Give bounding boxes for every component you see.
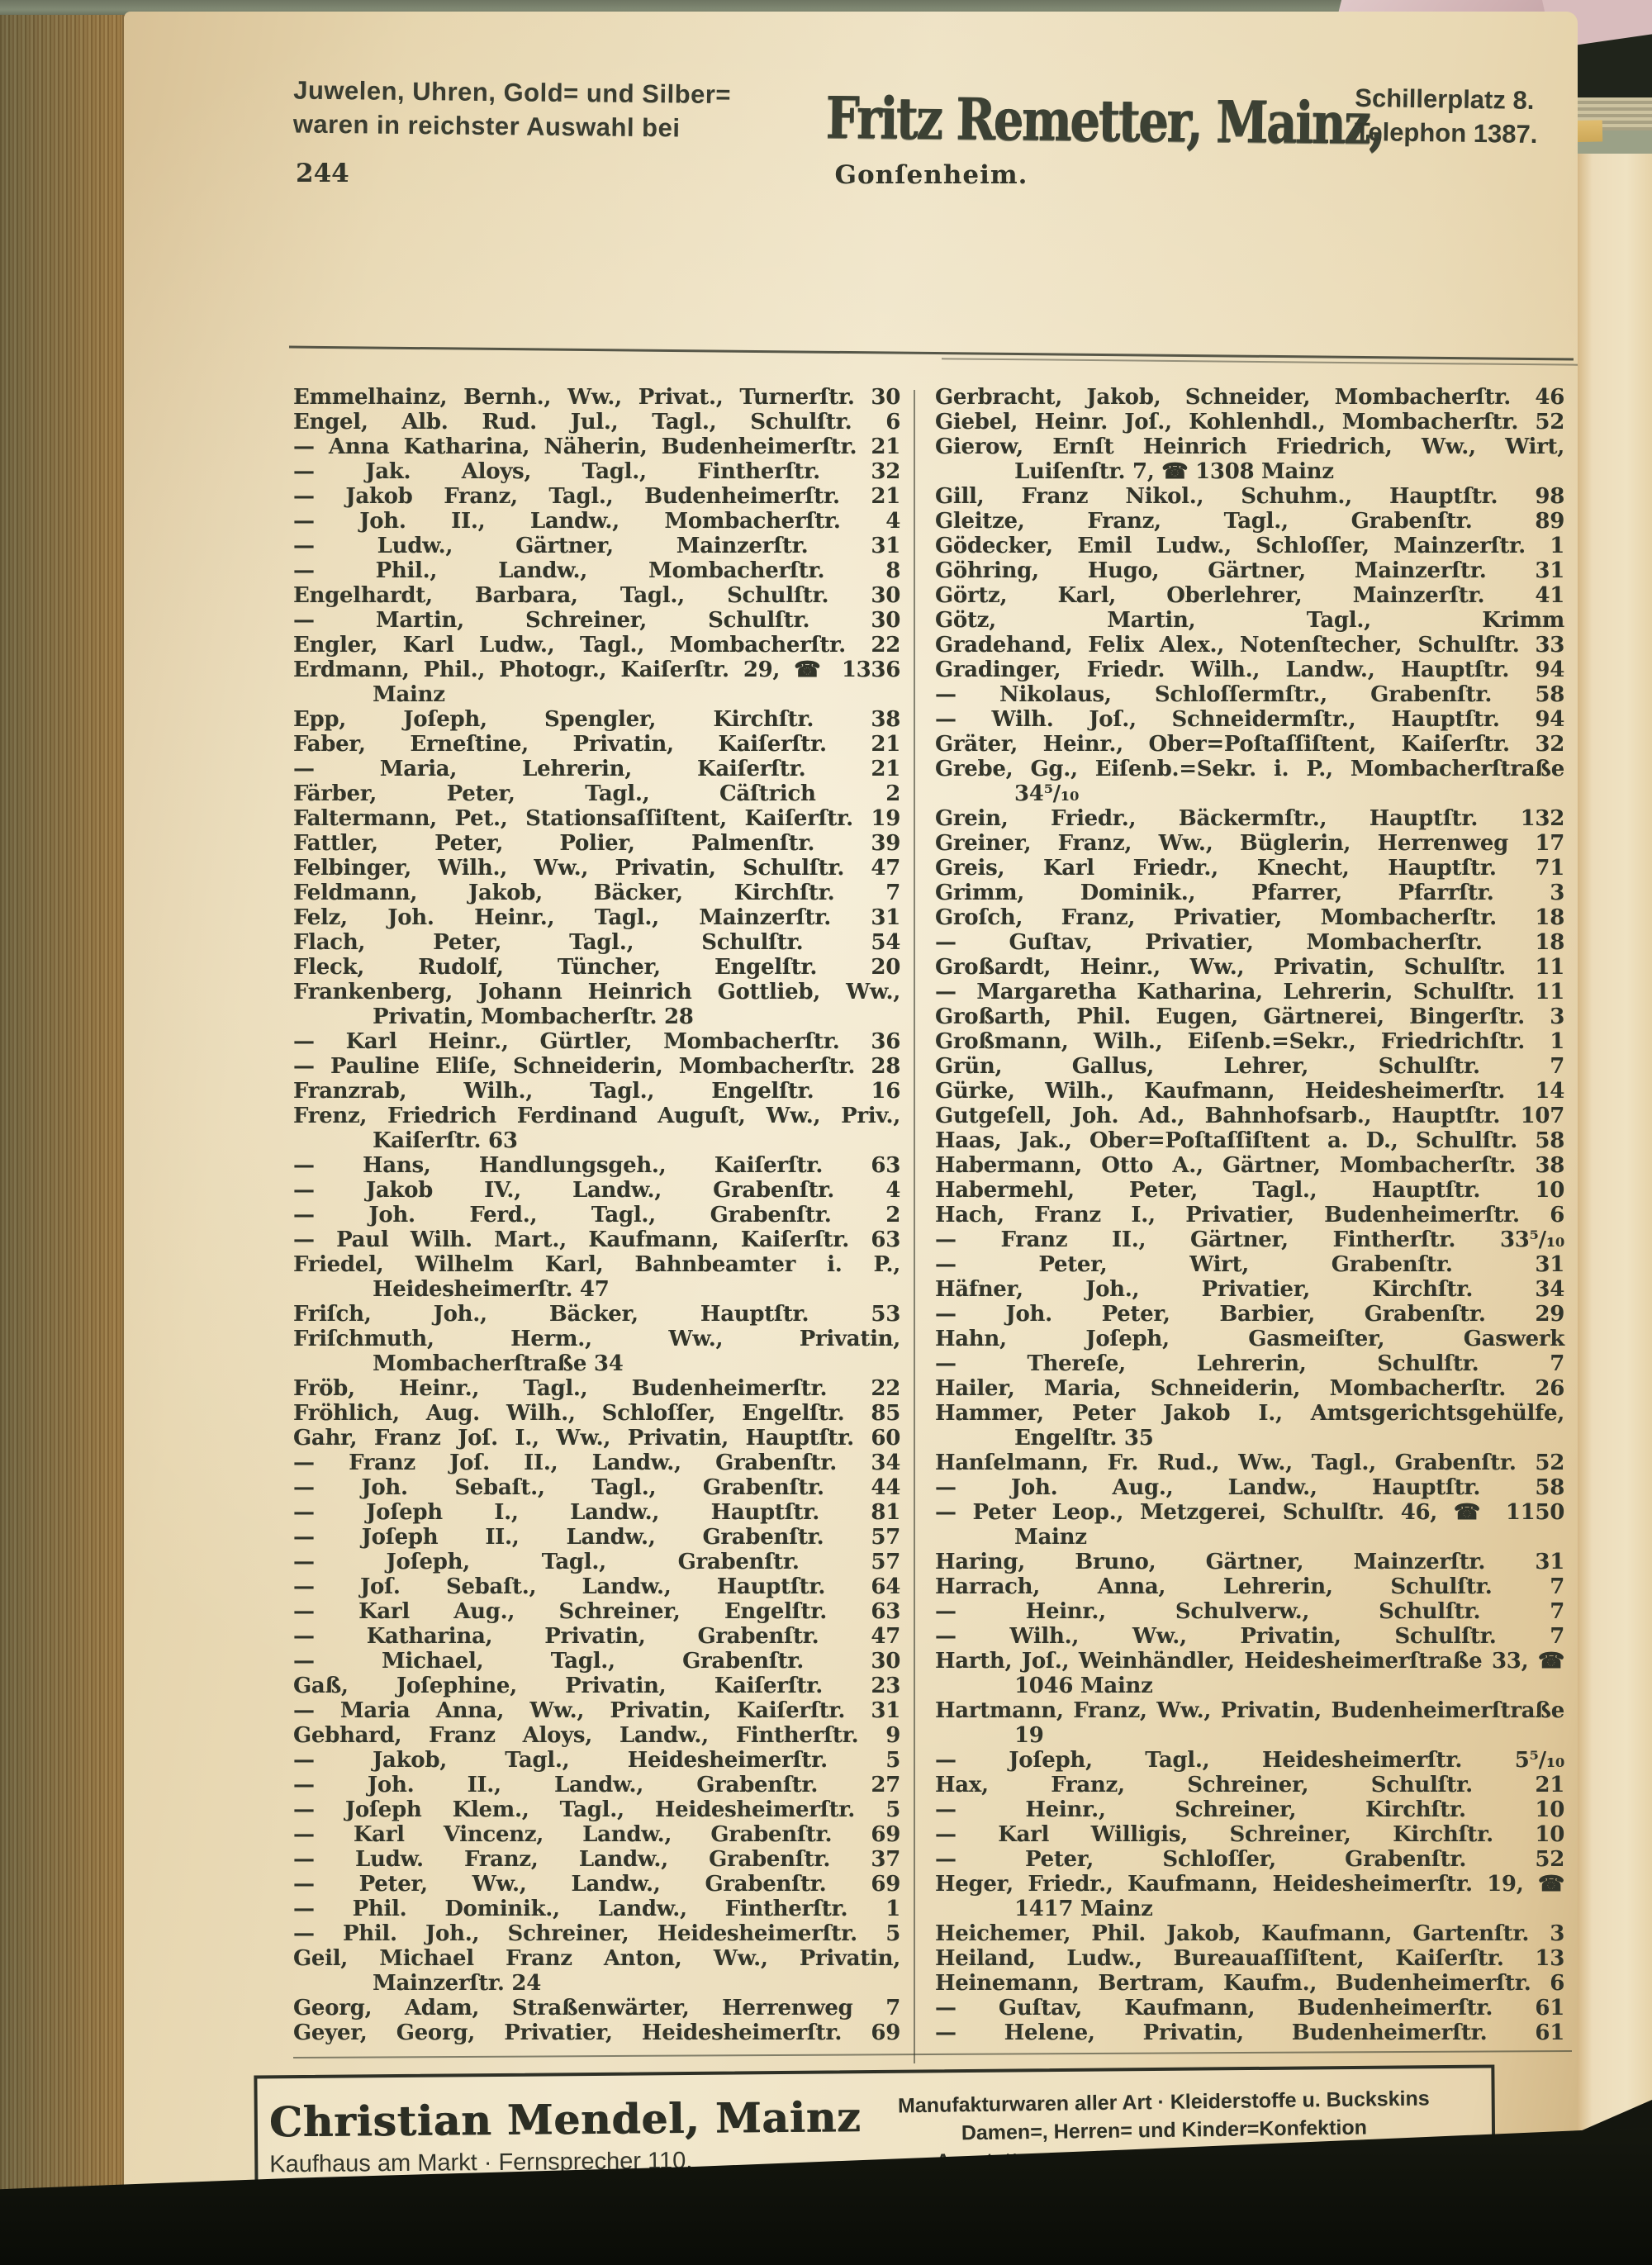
directory-entry: Engel, Alb. Rud. Jul., Tagl., Schulſtr. 6 <box>293 410 900 434</box>
directory-entry: — Joh. Aug., Landw., Hauptſtr. 58 <box>935 1475 1564 1500</box>
directory-entry: Gahr, Franz Joſ. I., Ww., Privatin, Hauptſtr. 60 <box>293 1426 900 1451</box>
directory-column-left <box>293 385 900 2045</box>
directory-entry: Friſch, Joh., Bäcker, Hauptſtr. 53 <box>293 1302 900 1327</box>
directory-entry: — Joſeph, Tagl., Grabenſtr. 57 <box>293 1550 900 1574</box>
directory-entry: Heiland, Ludw., Bureauaſſiſtent, Kaiſerſtr. 13 <box>935 1946 1564 1971</box>
directory-entry: Frenz, Friedrich Ferdinand Auguſt, Ww., Priv., Kaiſerſtr. 63 <box>293 1104 900 1153</box>
directory-entry: — Hans, Handlungsgeh., Kaiſerſtr. 63 <box>293 1153 900 1178</box>
directory-entry: Faltermann, Pet., Stationsaſſiſtent, Kaiſerſtr. 19 <box>293 806 900 831</box>
header-ad-line2: waren in reichster Auswahl bei <box>292 109 681 143</box>
directory-entry: Greiner, Franz, Ww., Büglerin, Herrenweg 17 <box>935 831 1564 856</box>
directory-entry: Gierow, Ernſt Heinrich Friedrich, Ww., Wirt, Luiſenſtr. 7, ☎ 1308 Mainz <box>935 434 1564 484</box>
directory-entry: Heinemann, Bertram, Kaufm., Budenheimerſtr. 6 <box>935 1971 1564 1996</box>
directory-entry: Hanſelmann, Fr. Rud., Ww., Tagl., Grabenſtr. 52 <box>935 1451 1564 1475</box>
directory-entry: Grein, Friedr., Bäckermſtr., Hauptſtr. 132 <box>935 806 1564 831</box>
footer-rule <box>293 2050 1572 2058</box>
directory-entry: Heichemer, Phil. Jakob, Kaufmann, Gartenſtr. 3 <box>935 1921 1564 1946</box>
page-number: 244 <box>296 159 349 188</box>
directory-entry: Faber, Erneſtine, Privatin, Kaiſerſtr. 21 <box>293 732 900 757</box>
directory-entry: Flach, Peter, Tagl., Schulſtr. 54 <box>293 930 900 955</box>
directory-entry: Gerbracht, Jakob, Schneider, Mombacherſtr. 46 <box>935 385 1564 410</box>
directory-entry: — Joh. Sebaſt., Tagl., Grabenſtr. 44 <box>293 1475 900 1500</box>
directory-entry: — Jakob Franz, Tagl., Budenheimerſtr. 21 <box>293 484 900 509</box>
bottom-ad-company: Christian Mendel, Mainz <box>268 2092 862 2147</box>
directory-entry: Haas, Jak., Ober=Poſtaſſiſtent a. D., Schulſtr. 58 <box>935 1128 1564 1153</box>
directory-entry: Greis, Karl Friedr., Knecht, Hauptſtr. 71 <box>935 856 1564 881</box>
directory-entry: Gaß, Joſephine, Privatin, Kaiſerſtr. 23 <box>293 1674 900 1698</box>
directory-entry: — Wilh. Joſ., Schneidermſtr., Hauptſtr. 94 <box>935 707 1564 732</box>
directory-entry: Fleck, Rudolf, Tüncher, Engelſtr. 20 <box>293 955 900 980</box>
directory-entry: Grün, Gallus, Lehrer, Schulſtr. 7 <box>935 1054 1564 1079</box>
directory-entry: Harth, Joſ., Weinhändler, Heidesheimerſtraße 33, ☎ 1046 Mainz <box>935 1649 1564 1698</box>
directory-entry: — Karl Vincenz, Landw., Grabenſtr. 69 <box>293 1822 900 1847</box>
directory-entry: — Wilh., Ww., Privatin, Schulſtr. 7 <box>935 1624 1564 1649</box>
directory-entry: — Pauline Eliſe, Schneiderin, Mombacherſtr. 28 <box>293 1054 900 1079</box>
directory-entry: Großmann, Wilh., Eiſenb.=Sekr., Friedrichſtr. 1 <box>935 1029 1564 1054</box>
directory-entry: Großarth, Phil. Eugen, Gärtnerei, Bingerſtr. 3 <box>935 1004 1564 1029</box>
directory-entry: Großardt, Heinr., Ww., Privatin, Schulſtr. 11 <box>935 955 1564 980</box>
directory-entry: — Michael, Tagl., Grabenſtr. 30 <box>293 1649 900 1674</box>
directory-entry: Franzrab, Wilh., Tagl., Engelſtr. 16 <box>293 1079 900 1104</box>
directory-entry: — Karl Aug., Schreiner, Engelſtr. 63 <box>293 1599 900 1624</box>
directory-entry: Friedel, Wilhelm Karl, Bahnbeamter i. P., Heidesheimerſtr. 47 <box>293 1252 900 1302</box>
directory-entry: Gürke, Wilh., Kaufmann, Heidesheimerſtr. 14 <box>935 1079 1564 1104</box>
directory-entry: Haring, Bruno, Gärtner, Mainzerſtr. 31 <box>935 1550 1564 1574</box>
directory-entry: Grebe, Gg., Eiſenb.=Sekr. i. P., Mombacherſtraße 34⁵/₁₀ <box>935 757 1564 806</box>
directory-entry: Hach, Franz I., Privatier, Budenheimerſtr. 6 <box>935 1203 1564 1227</box>
directory-entry: — Joh. Peter, Barbier, Grabenſtr. 29 <box>935 1302 1564 1327</box>
directory-entry: Epp, Joſeph, Spengler, Kirchſtr. 38 <box>293 707 900 732</box>
column-divider-rule <box>914 390 915 2063</box>
directory-entry: — Helene, Privatin, Budenheimerſtr. 61 <box>935 2020 1564 2045</box>
directory-entry: — Karl Heinr., Gürtler, Mombacherſtr. 36 <box>293 1029 900 1054</box>
directory-entry: — Martin, Schreiner, Schulſtr. 30 <box>293 608 900 633</box>
directory-entry: — Heinr., Schreiner, Kirchſtr. 10 <box>935 1797 1564 1822</box>
directory-entry: Hammer, Peter Jakob I., Amtsgerichtsgehülfe, Engelſtr. 35 <box>935 1401 1564 1451</box>
directory-entry: Habermehl, Peter, Tagl., Hauptſtr. 10 <box>935 1178 1564 1203</box>
directory-entry: — Phil. Joh., Schreiner, Heidesheimerſtr. 5 <box>293 1921 900 1946</box>
directory-entry: — Peter Leop., Metzgerei, Schulſtr. 46, ☎ 1150 Mainz <box>935 1500 1564 1550</box>
directory-entry: Hailer, Maria, Schneiderin, Mombacherſtr. 26 <box>935 1376 1564 1401</box>
directory-entry: Geil, Michael Franz Anton, Ww., Privatin, Mainzerſtr. 24 <box>293 1946 900 1996</box>
directory-entry: Felz, Joh. Heinr., Tagl., Mainzerſtr. 31 <box>293 905 900 930</box>
directory-entry: Gutgeſell, Joh. Ad., Bahnhofsarb., Hauptſtr. 107 <box>935 1104 1564 1128</box>
directory-entry: Göhring, Hugo, Gärtner, Mainzerſtr. 31 <box>935 558 1564 583</box>
header-ad-company: Fritz Remetter, Mainz, <box>825 84 1384 158</box>
directory-entry: Fröhlich, Aug. Wilh., Schloſſer, Engelſtr. 85 <box>293 1401 900 1426</box>
directory-entry: Färber, Peter, Tagl., Cäſtrich 2 <box>293 781 900 806</box>
directory-entry: Görtz, Karl, Oberlehrer, Mainzerſtr. 41 <box>935 583 1564 608</box>
directory-entry: — Maria Anna, Ww., Privatin, Kaiſerſtr. 31 <box>293 1698 900 1723</box>
directory-entry: — Peter, Wirt, Grabenſtr. 31 <box>935 1252 1564 1277</box>
directory-entry: Hax, Franz, Schreiner, Schulſtr. 21 <box>935 1773 1564 1797</box>
bottom-ad-line1: Manufakturwaren aller Art · Kleiderstoffe u. Buckskins <box>898 2087 1431 2118</box>
directory-entry: Fattler, Peter, Polier, Palmenſtr. 39 <box>293 831 900 856</box>
directory-entry: — Ludw., Gärtner, Mainzerſtr. 31 <box>293 534 900 558</box>
directory-entry: — Guſtav, Kaufmann, Budenheimerſtr. 61 <box>935 1996 1564 2020</box>
directory-entry: — Joſeph Klem., Tagl., Heidesheimerſtr. 5 <box>293 1797 900 1822</box>
directory-entry: — Guſtav, Privatier, Mombacherſtr. 18 <box>935 930 1564 955</box>
directory-entry: — Joſeph II., Landw., Grabenſtr. 57 <box>293 1525 900 1550</box>
bottom-ad-subline: Kaufhaus am Markt · Fernsprecher 110. <box>269 2147 693 2178</box>
directory-entry: — Heinr., Schulverw., Schulſtr. 7 <box>935 1599 1564 1624</box>
directory-entry: Heger, Friedr., Kaufmann, Heidesheimerſtr. 19, ☎ 1417 Mainz <box>935 1872 1564 1921</box>
header-ad-left-text <box>293 74 839 147</box>
directory-entry: — Joh. II., Landw., Grabenſtr. 27 <box>293 1773 900 1797</box>
directory-entry: Häfner, Joh., Privatier, Kirchſtr. 34 <box>935 1277 1564 1302</box>
directory-entry: Erdmann, Phil., Photogr., Kaiſerſtr. 29, ☎ 1336 Mainz <box>293 658 900 707</box>
directory-entry: Frankenberg, Johann Heinrich Gottlieb, Ww., Privatin, Mombacherſtr. 28 <box>293 980 900 1029</box>
directory-entry: Harrach, Anna, Lehrerin, Schulſtr. 7 <box>935 1574 1564 1599</box>
directory-entry: — Peter, Schloſſer, Grabenſtr. 52 <box>935 1847 1564 1872</box>
directory-entry: — Anna Katharina, Näherin, Budenheimerſtr. 21 <box>293 434 900 459</box>
directory-entry: — Phil. Dominik., Landw., Fintherſtr. 1 <box>293 1897 900 1921</box>
directory-entry: Habermann, Otto A., Gärtner, Mombacherſtr. 38 <box>935 1153 1564 1178</box>
directory-entry: Gebhard, Franz Aloys, Landw., Fintherſtr. 9 <box>293 1723 900 1748</box>
directory-entry: Fröb, Heinr., Tagl., Budenheimerſtr. 22 <box>293 1376 900 1401</box>
directory-entry: Götz, Martin, Tagl., Krimm <box>935 608 1564 633</box>
directory-entry: — Joh. Ferd., Tagl., Grabenſtr. 2 <box>293 1203 900 1227</box>
directory-entry: — Jak. Aloys, Tagl., Fintherſtr. 32 <box>293 459 900 484</box>
directory-entry: — Joſeph, Tagl., Heidesheimerſtr. 5⁵/₁₀ <box>935 1748 1564 1773</box>
directory-entry: Gradehand, Felix Alex., Notenſtecher, Schulſtr. 33 <box>935 633 1564 658</box>
directory-entry: Gradinger, Friedr. Wilh., Landw., Hauptſtr. 94 <box>935 658 1564 682</box>
directory-entry: Gill, Franz Nikol., Schuhm., Hauptſtr. 98 <box>935 484 1564 509</box>
directory-entry: — Jakob, Tagl., Heidesheimerſtr. 5 <box>293 1748 900 1773</box>
directory-entry: Giebel, Heinr. Joſ., Kohlenhdl., Mombacherſtr. 52 <box>935 410 1564 434</box>
directory-entry: — Katharina, Privatin, Grabenſtr. 47 <box>293 1624 900 1649</box>
directory-entry: Engler, Karl Ludw., Tagl., Mombacherſtr. 22 <box>293 633 900 658</box>
directory-entry: Engelhardt, Barbara, Tagl., Schulſtr. 30 <box>293 583 900 608</box>
directory-entry: Grimm, Dominik., Pfarrer, Pfarrſtr. 3 <box>935 881 1564 905</box>
book-page <box>124 12 1578 2247</box>
directory-entry: — Franz Joſ. II., Landw., Grabenſtr. 34 <box>293 1451 900 1475</box>
directory-entry: — Paul Wilh. Mart., Kaufmann, Kaiſerſtr. 63 <box>293 1227 900 1252</box>
directory-entry: Friſchmuth, Herm., Ww., Privatin, Mombacherſtraße 34 <box>293 1327 900 1376</box>
directory-entry: Gödecker, Emil Ludw., Schloſſer, Mainzerſtr. 1 <box>935 534 1564 558</box>
directory-entry: — Joſeph I., Landw., Hauptſtr. 81 <box>293 1500 900 1525</box>
next-page-edge <box>1568 99 1652 2139</box>
header-ad-address: Schillerplatz 8. <box>1355 83 1535 115</box>
header-ad-contact <box>1354 81 1602 152</box>
directory-entry: — Phil., Landw., Mombacherſtr. 8 <box>293 558 900 583</box>
directory-column-right <box>935 385 1564 2045</box>
directory-entry: — Peter, Ww., Landw., Grabenſtr. 69 <box>293 1872 900 1897</box>
directory-entry: Gräter, Heinr., Ober=Poſtaſſiſtent, Kaiſerſtr. 32 <box>935 732 1564 757</box>
directory-entry: Felbinger, Wilh., Ww., Privatin, Schulſtr. 47 <box>293 856 900 881</box>
bottom-ad-line2: Damen=, Herren= und Kinder=Konfektion <box>961 2115 1368 2145</box>
directory-entry: — Joſ. Sebaſt., Landw., Hauptſtr. 64 <box>293 1574 900 1599</box>
directory-entry: Gleitze, Franz, Tagl., Grabenſtr. 89 <box>935 509 1564 534</box>
directory-entry: — Jakob IV., Landw., Grabenſtr. 4 <box>293 1178 900 1203</box>
directory-entry: Geyer, Georg, Privatier, Heidesheimerſtr. 69 <box>293 2020 900 2045</box>
header-rule <box>289 346 1574 361</box>
directory-entry: — Karl Willigis, Schreiner, Kirchſtr. 10 <box>935 1822 1564 1847</box>
directory-entry: — Ludw. Franz, Landw., Grabenſtr. 37 <box>293 1847 900 1872</box>
directory-entry: Emmelhainz, Bernh., Ww., Privat., Turnerſtr. 30 <box>293 385 900 410</box>
directory-entry: — Thereſe, Lehrerin, Schulſtr. 7 <box>935 1351 1564 1376</box>
header-ad-phone: Telephon 1387. <box>1354 116 1538 149</box>
directory-entry: — Maria, Lehrerin, Kaiſerſtr. 21 <box>293 757 900 781</box>
directory-entry: Feldmann, Jakob, Bäcker, Kirchſtr. 7 <box>293 881 900 905</box>
directory-entry: — Nikolaus, Schloſſermſtr., Grabenſtr. 58 <box>935 682 1564 707</box>
directory-entry: — Joh. II., Landw., Mombacherſtr. 4 <box>293 509 900 534</box>
directory-entry: — Margaretha Katharina, Lehrerin, Schulſtr. 11 <box>935 980 1564 1004</box>
section-title: Gonſenheim. <box>834 160 1028 190</box>
directory-entry: Groſch, Franz, Privatier, Mombacherſtr. 18 <box>935 905 1564 930</box>
directory-entry: Hahn, Joſeph, Gasmeiſter, Gaswerk <box>935 1327 1564 1351</box>
directory-entry: Hartmann, Franz, Ww., Privatin, Budenheimerſtraße 19 <box>935 1698 1564 1748</box>
directory-entry: — Franz II., Gärtner, Fintherſtr. 33⁵/₁₀ <box>935 1227 1564 1252</box>
directory-entry: Georg, Adam, Straßenwärter, Herrenweg 7 <box>293 1996 900 2020</box>
header-ad-line1: Juwelen, Uhren, Gold= und Silber= <box>293 75 732 110</box>
